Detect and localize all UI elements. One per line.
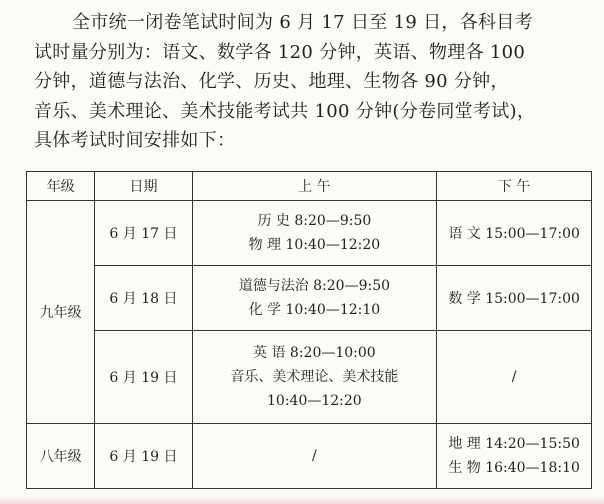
morning-cell: / — [192, 424, 437, 489]
exam-schedule-table — [26, 171, 592, 489]
grade-cell: 八年级 — [27, 424, 95, 489]
morning-entry: 英 语 8:20—10:00 — [253, 345, 376, 361]
table-row — [27, 266, 592, 331]
header-afternoon: 下 午 — [437, 172, 592, 201]
date-cell: 6 月 19 日 — [95, 424, 192, 489]
morning-entry: 音乐、美术理论、美术技能 — [230, 369, 399, 385]
afternoon-cell — [437, 424, 592, 489]
exam-notice-paragraph — [34, 8, 590, 156]
morning-entry: 物 理 10:40—12:20 — [248, 237, 381, 253]
scan-edge-tint — [0, 496, 604, 504]
paragraph-line: 音乐、美术理论、美术技能考试共 100 分钟(分卷同堂考试)， — [34, 100, 536, 122]
morning-entry: 10:40—12:20 — [267, 393, 362, 409]
morning-cell — [192, 266, 437, 331]
afternoon-cell: / — [437, 331, 592, 424]
morning-entry: 历 史 8:20—9:50 — [257, 213, 372, 229]
morning-entry: 化 学 10:40—12:10 — [248, 302, 381, 318]
paragraph-line: 具体考试时间安排如下： — [34, 130, 236, 152]
morning-cell — [192, 331, 437, 424]
header-date: 日期 — [95, 172, 192, 201]
afternoon-cell: 数 学 15:00—17:00 — [437, 266, 592, 331]
table-row — [27, 331, 592, 424]
date-cell: 6 月 19 日 — [95, 331, 192, 424]
table-row — [27, 424, 592, 489]
date-cell: 6 月 17 日 — [95, 201, 192, 266]
table-header-row — [27, 172, 592, 201]
header-morning: 上 午 — [192, 172, 437, 201]
afternoon-cell: 语 文 15:00—17:00 — [437, 201, 592, 266]
paragraph-line: 全市统一闭卷笔试时间为 6 月 17 日至 19 日，各科目考 — [72, 12, 533, 33]
afternoon-entry: 生 物 16:40—18:10 — [448, 460, 580, 476]
header-grade: 年级 — [27, 172, 95, 201]
table-row — [27, 201, 592, 266]
date-cell: 6 月 18 日 — [95, 266, 192, 331]
morning-entry: 道德与法治 8:20—9:50 — [238, 278, 391, 294]
afternoon-entry: 地 理 14:20—15:50 — [448, 436, 580, 452]
paragraph-line: 试时量分别为：语文、数学各 120 分钟，英语、物理各 100 — [34, 41, 526, 63]
grade-cell: 九年级 — [27, 201, 95, 424]
morning-cell — [192, 201, 437, 266]
paragraph-line: 分钟，道德与法治、化学、历史、地理、生物各 90 分钟， — [34, 71, 509, 93]
